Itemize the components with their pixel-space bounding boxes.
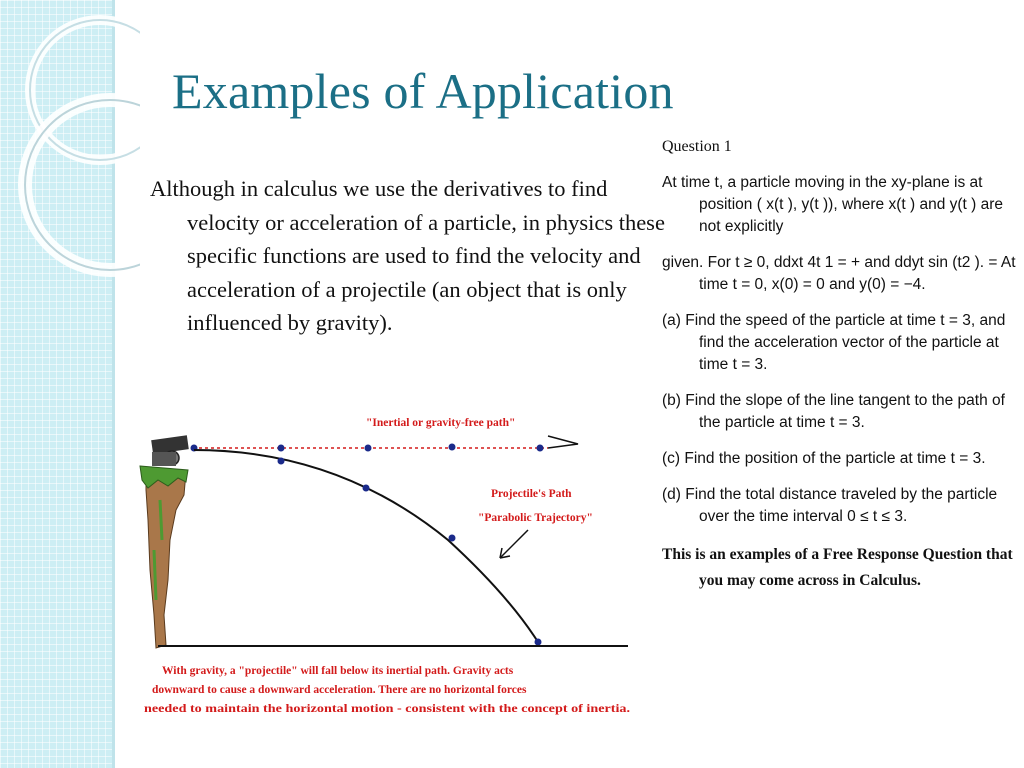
closing-note: This is an examples of a Free Response Question that you may come across in Calculus. <box>662 546 1013 589</box>
parabolic-path <box>194 450 538 642</box>
question-column <box>662 136 1018 594</box>
path-arrow <box>500 530 528 558</box>
cannon-icon <box>151 435 189 466</box>
cliff <box>146 468 186 648</box>
caption-line-2: downward to cause a downward acceleration. There are no horizontal forces <box>152 684 527 696</box>
slide-title: Examples of Application <box>172 63 674 119</box>
inertial-arrow <box>548 436 578 448</box>
inertial-path-label: "Inertial or gravity-free path" <box>366 417 516 429</box>
path-label-1: Projectile's Path <box>491 488 572 500</box>
question-part-b: (b) Find the slope of the line tangent to the path of the particle at time t = 3. <box>662 392 1005 431</box>
path-label-2: "Parabolic Trajectory" <box>478 512 593 524</box>
caption-line-3: needed to maintain the horizontal motion - consistent with the concept of inertia. <box>144 703 631 715</box>
decorative-rings <box>0 0 140 300</box>
question-intro: At time t, a particle moving in the xy-plane is at position ( x(t ), y(t )), where x(t ) and y(t ) are not explicitly <box>662 174 1004 235</box>
main-paragraph: Although in calculus we use the derivatives to find velocity or acceleration of a particle, in physics these specific functions are used to find the velocity and acceleration of a projectile (an object that is only influenced by gravity). <box>150 176 665 335</box>
question-part-a: (a) Find the speed of the particle at time t = 3, and find the acceleration vector of the particle at time t = 3. <box>662 312 1006 373</box>
question-part-c: (c) Find the position of the particle at time t = 3. <box>662 450 986 467</box>
caption-line-1: With gravity, a "projectile" will fall below its inertial path. Gravity acts <box>162 665 514 677</box>
question-part-d: (d) Find the total distance traveled by the particle over the time interval 0 ≤ t ≤ 3. <box>662 486 998 525</box>
question-label: Question 1 <box>662 138 732 155</box>
question-given: given. For t ≥ 0, ddxt 4t 1 = + and ddyt sin (t2 ). = At time t = 0, x(0) = 0 and y(0) = −4. <box>662 254 1016 293</box>
projectile-diagram <box>138 400 638 730</box>
